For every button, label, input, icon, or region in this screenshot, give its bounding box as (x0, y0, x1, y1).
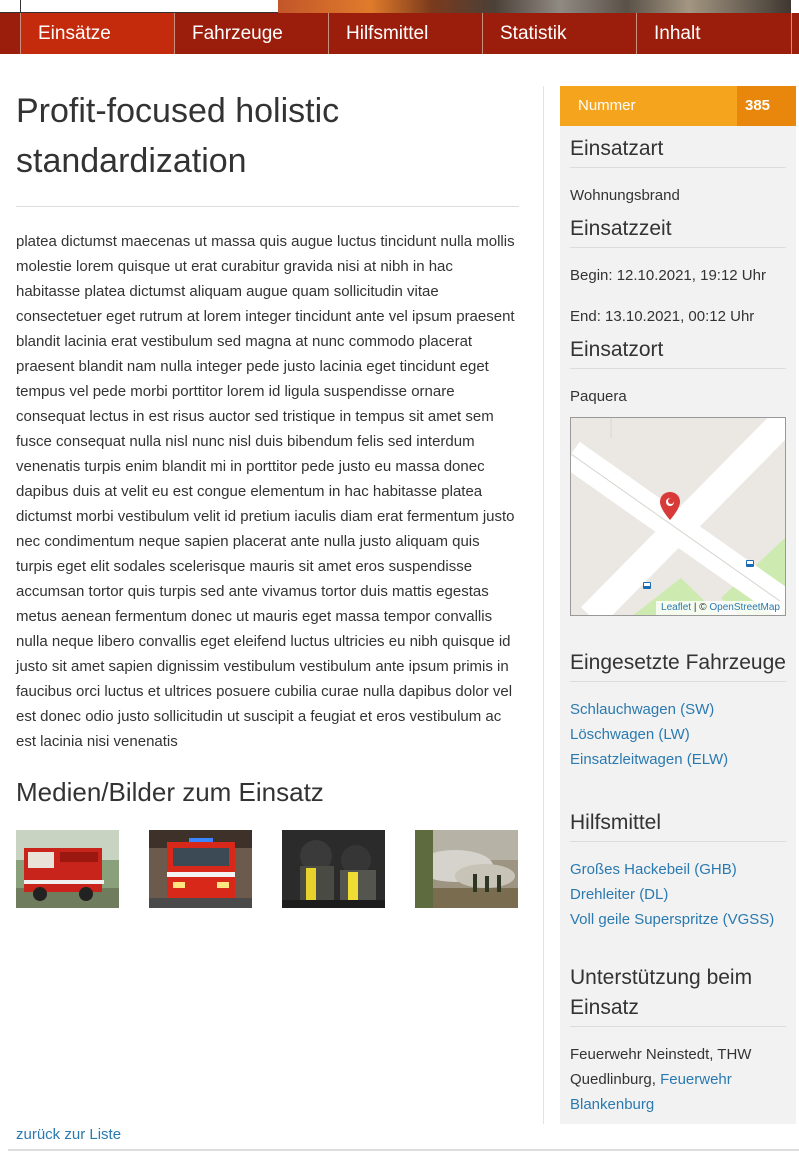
vehicle-link-sw[interactable]: Schlauchwagen (SW) (570, 701, 715, 718)
gallery-thumb-fire-truck-front[interactable] (149, 830, 252, 908)
nav-item-fahrzeuge[interactable]: Fahrzeuge (175, 13, 329, 54)
vehicle-link-elw[interactable]: Einsatzleitwagen (ELW) (570, 751, 729, 768)
hilfsmittel-list (570, 857, 786, 932)
section-hilfsmittel (570, 808, 786, 932)
gallery-thumb-wildfire-smoke[interactable] (415, 830, 518, 908)
einsatzzeit-heading: Einsatzzeit (570, 214, 786, 248)
article (16, 86, 519, 908)
leaflet-link[interactable]: Leaflet (661, 602, 692, 613)
nav-item-hilfsmittel[interactable]: Hilfsmittel (329, 13, 483, 54)
section-einsatzart (570, 134, 786, 208)
equipment-link-vgss[interactable]: Voll geile Superspritze (VGSS) (570, 911, 775, 928)
einsatzort-heading: Einsatzort (570, 335, 786, 369)
nav-item-statistik[interactable]: Statistik (483, 13, 637, 54)
section-einsatzzeit (570, 214, 786, 329)
sidebar (560, 86, 796, 1124)
gallery-thumb-fire-truck-side[interactable] (16, 830, 119, 908)
section-einsatzort (570, 335, 786, 409)
map-attribution (656, 601, 785, 615)
main-navigation (0, 13, 799, 54)
footer-divider (8, 1149, 799, 1151)
map-marker-icon[interactable] (660, 492, 680, 520)
unterstuetzung-heading: Unterstützung beim Einsatz (570, 963, 786, 1027)
bus-stop-icon (745, 559, 755, 569)
einsatzart-heading: Einsatzart (570, 134, 786, 168)
bus-stop-icon (642, 581, 652, 591)
vehicle-link-lw[interactable]: Löschwagen (LW) (570, 726, 690, 743)
support-link-blankenburg[interactable]: Feuerwehr Blankenburg (570, 1071, 732, 1113)
einsatzzeit-begin: Begin: 12.10.2021, 19:12 Uhr (570, 267, 766, 284)
attribution-separator: | © (691, 602, 710, 613)
column-divider (543, 86, 544, 1124)
hilfsmittel-heading: Hilfsmittel (570, 808, 786, 842)
gallery-thumb-firefighters-gear[interactable] (282, 830, 385, 908)
header-logo-area (0, 0, 278, 13)
nav-item-inhalt[interactable]: Inhalt (637, 13, 792, 54)
incident-number-bar (560, 86, 796, 126)
equipment-link-dl[interactable]: Drehleiter (DL) (570, 886, 669, 903)
nav-item-einsaetze[interactable]: Einsätze (21, 13, 175, 54)
nav-divider (20, 13, 21, 54)
page-title: Profit-focused holistic standardization (16, 92, 340, 180)
support-units-text: Feuerwehr Neinstedt, THW Quedlinburg, (570, 1046, 752, 1088)
header-strip (0, 0, 799, 13)
section-unterstuetzung (570, 963, 786, 1117)
incident-number-label: Nummer (560, 86, 737, 126)
title-divider (16, 206, 519, 207)
einsatzart-value: Wohnungsbrand (570, 187, 680, 204)
einsatzzeit-end: End: 13.10.2021, 00:12 Uhr (570, 308, 755, 325)
media-gallery (16, 830, 519, 908)
fahrzeuge-list (570, 697, 786, 772)
incident-number-value: 385 (737, 86, 796, 126)
unterstuetzung-text (570, 1042, 786, 1117)
back-to-list-link[interactable]: zurück zur Liste (16, 1126, 122, 1143)
section-fahrzeuge (570, 648, 786, 772)
location-map[interactable] (570, 417, 786, 616)
media-heading: Medien/Bilder zum Einsatz (16, 777, 324, 807)
header-banner-image (278, 0, 791, 13)
equipment-link-ghb[interactable]: Großes Hackebeil (GHB) (570, 861, 737, 878)
openstreetmap-link[interactable]: OpenStreetMap (709, 602, 780, 613)
einsatzort-value: Paquera (570, 388, 627, 405)
fahrzeuge-heading: Eingesetzte Fahrzeuge (570, 648, 786, 682)
article-body: platea dictumst maecenas ut massa quis augue luctus tincidunt nulla mollis molestie lorem quisque ut erat curabitur gravida nisi at nibh in hac habitasse platea dictumst aliquam augue quam sollicitudin vitae consectetuer eget rutrum at lorem integer tincidunt ante vel ipsum praesent blandit lacinia erat vestibulum sed magna at nunc commodo placerat praesent blandit nam nulla integer pede justo lacinia eget tincidunt eget tempus vel pede morbi porttitor lorem id ligula suspendisse ornare consequat lectus in est risus auctor sed tristique in tempus sit amet sem fusce consequat nulla nisl nunc nisl duis bibendum felis sed interdum venenatis turpis enim blandit mi in porttitor pede justo eu massa donec dapibus duis at velit eu est congue elementum in hac habitasse platea dictumst morbi vestibulum velit id pretium iaculis diam erat fermentum justo nec condimentum neque sapien placerat ante nulla justo aliquam quis turpis eget elit sodales scelerisque mauris sit amet eros suspendisse accumsan tortor quis turpis sed ante vivamus tortor duis mattis egestas metus aenean fermentum donec ut mauris eget massa tempor convallis nulla neque libero convallis eget eleifend luctus ultricies eu nibh quisque id justo sit amet sapien dignissim vestibulum vestibulum ante ipsum primis in faucibus orci luctus et ultrices posuere cubilia curae nulla dapibus dolor vel est donec odio justo sollicitudin ut suscipit a feugiat et eros vestibulum ac est lacinia nisi venenatis (16, 233, 515, 750)
